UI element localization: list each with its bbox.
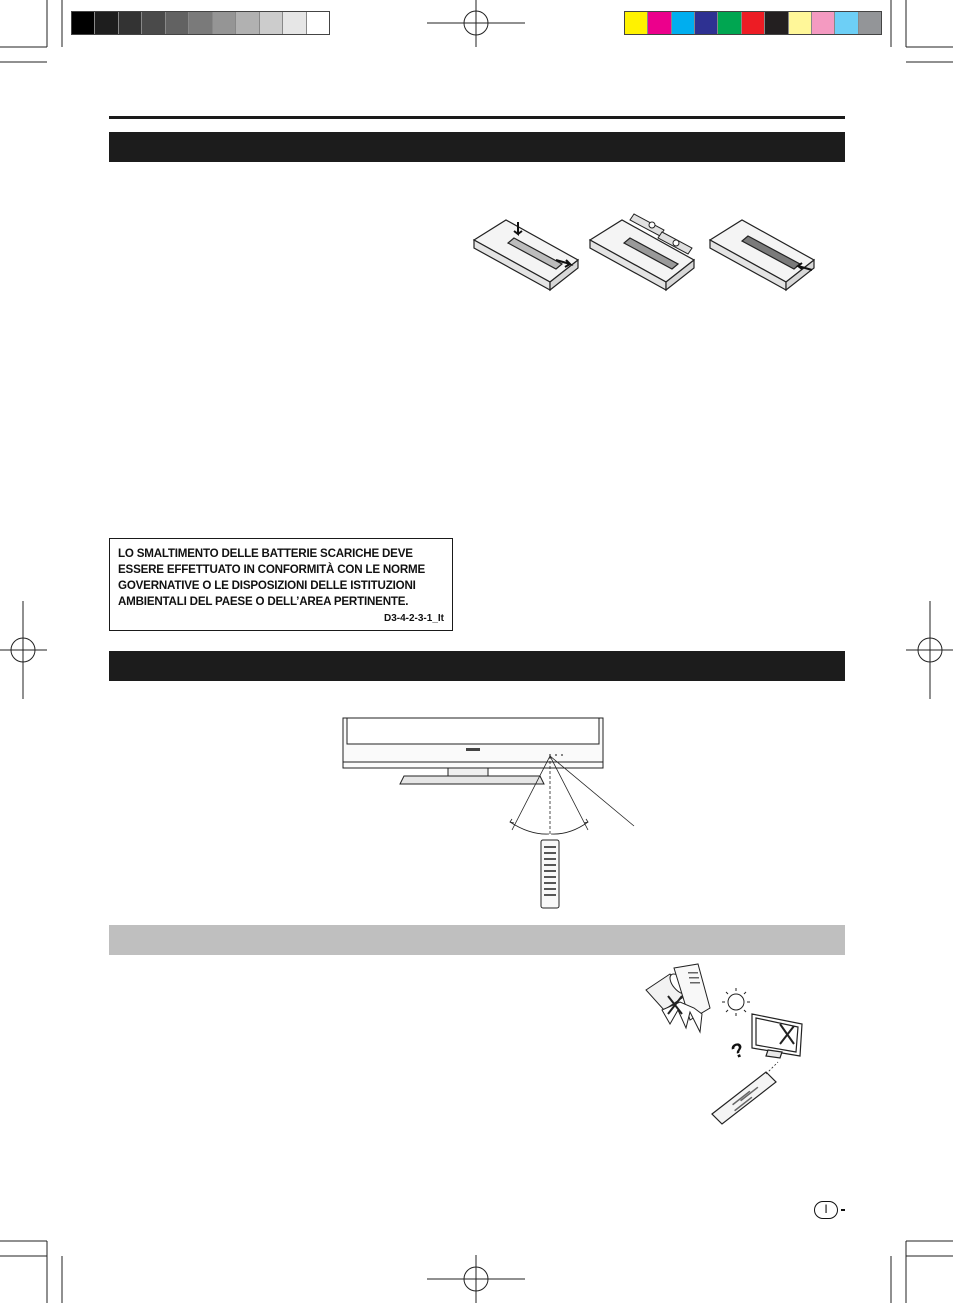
page-number-dash: [841, 1209, 845, 1211]
section-header-batteries: [109, 132, 845, 162]
notice-text: LO SMALTIMENTO DELLE BATTERIE SCARICHE DEVE ESSERE EFFETTUATO IN CONFORMITÀ CON LE NORME GOVERNATIVE O LE DISPOSIZIONI DELLE ISTITUZIONI AMBIENTALI DEL PAESE O DELL’AREA PERTINENTE.: [118, 547, 426, 608]
registration-target-left: [0, 601, 50, 701]
remote-battery-step-2-illustration: [584, 210, 704, 290]
battery-disposal-notice: [109, 538, 453, 631]
language-badge: I: [814, 1201, 838, 1219]
svg-text:?: ?: [728, 1038, 748, 1064]
remote-battery-step-1-illustration: [466, 212, 586, 292]
remote-battery-step-3-illustration: [704, 212, 824, 292]
header-rule: [109, 116, 845, 119]
section-header-operating-range: [109, 651, 845, 681]
remote-precautions-illustration: [640, 962, 810, 1132]
registration-target-top: [427, 0, 527, 60]
registration-target-right: [906, 601, 953, 701]
notice-code: D3-4-2-3-1_It: [383, 613, 444, 624]
operating-range-diagram: [330, 718, 650, 918]
section-header-precautions: [109, 925, 845, 955]
registration-target-bottom: [427, 1255, 527, 1315]
